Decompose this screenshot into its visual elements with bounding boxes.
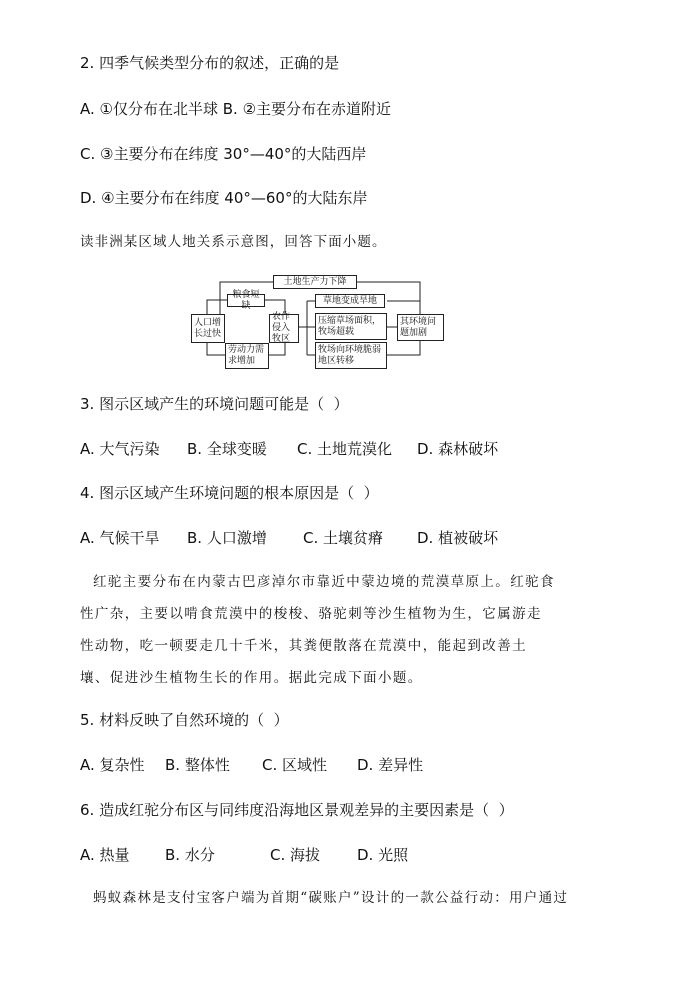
node-compress-grassland: 压缩草场面积，牧场超载: [315, 313, 387, 340]
q4-option-b: B. 人口激增: [187, 529, 267, 547]
human-land-diagram: [187, 271, 449, 372]
q6-option-b: B. 水分: [165, 846, 215, 864]
node-grain-shortage: 粮食短缺: [227, 294, 265, 307]
q3-option-d: D. 森林破坏: [417, 440, 499, 458]
africa-intro: 读非洲某区域人地关系示意图，回答下面小题。: [80, 234, 387, 250]
q6-option-c: C. 海拔: [270, 846, 321, 864]
node-land-productivity: 土地生产力下降: [273, 275, 357, 289]
q5-option-c: C. 区域性: [262, 756, 328, 774]
node-other-environment: 其环境问题加剧: [397, 314, 444, 341]
q3-stem: 3. 图示区域产生的环境问题可能是（ ）: [80, 395, 349, 413]
node-labor-demand: 劳动力需求增加: [225, 343, 269, 369]
ant-forest-passage: 蚂蚁森林是支付宝客户端为首期“碳账户”设计的一款公益行动：用户通过: [93, 890, 569, 906]
q3-option-b: B. 全球变暖: [187, 440, 267, 458]
q5-stem: 5. 材料反映了自然环境的（ ）: [80, 711, 289, 729]
q4-option-c: C. 土壤贫瘠: [303, 529, 384, 547]
q5-option-a: A. 复杂性: [80, 756, 145, 774]
node-farmland-invasion: 农作侵入牧区: [269, 314, 299, 343]
q2-stem: 2. 四季气候类型分布的叙述，正确的是: [80, 54, 340, 72]
q4-stem: 4. 图示区域产生环境问题的根本原因是（ ）: [80, 484, 379, 502]
q6-option-a: A. 热量: [80, 846, 130, 864]
node-pasture-shift: 牧场向环境脆弱地区转移: [315, 342, 387, 369]
node-grass-to-dryland: 草地变成旱地: [315, 294, 385, 308]
q3-option-c: C. 土地荒漠化: [297, 440, 393, 458]
q2-option-d: D. ④主要分布在纬度 40°—60°的大陆东岸: [80, 189, 368, 207]
q6-option-d: D. 光照: [357, 846, 409, 864]
q2-option-c: C. ③主要分布在纬度 30°—40°的大陆西岸: [80, 145, 367, 163]
camel-passage: 红驼主要分布在内蒙古巴彦淖尔市靠近中蒙边境的荒漠草原上。红驼食性广杂，主要以啃食荒漠中的梭梭、骆驼刺等沙生植物为生，它属游走性动物，吃一顿要走几十千米，其粪便散落在荒漠中，能起到改善土壤、促进沙生植物生长的作用。据此完成下面小题。: [80, 574, 555, 686]
q3-option-a: A. 大气污染: [80, 440, 160, 458]
node-population-growth: 人口增长过快: [191, 314, 225, 343]
q5-option-d: D. 差异性: [357, 756, 424, 774]
q5-option-b: B. 整体性: [165, 756, 230, 774]
q2-options-ab: A. ①仅分布在北半球 B. ②主要分布在赤道附近: [80, 100, 392, 118]
q6-stem: 6. 造成红驼分布区与同纬度沿海地区景观差异的主要因素是（ ）: [80, 801, 514, 819]
q4-option-a: A. 气候干旱: [80, 529, 160, 547]
q4-option-d: D. 植被破坏: [417, 529, 499, 547]
